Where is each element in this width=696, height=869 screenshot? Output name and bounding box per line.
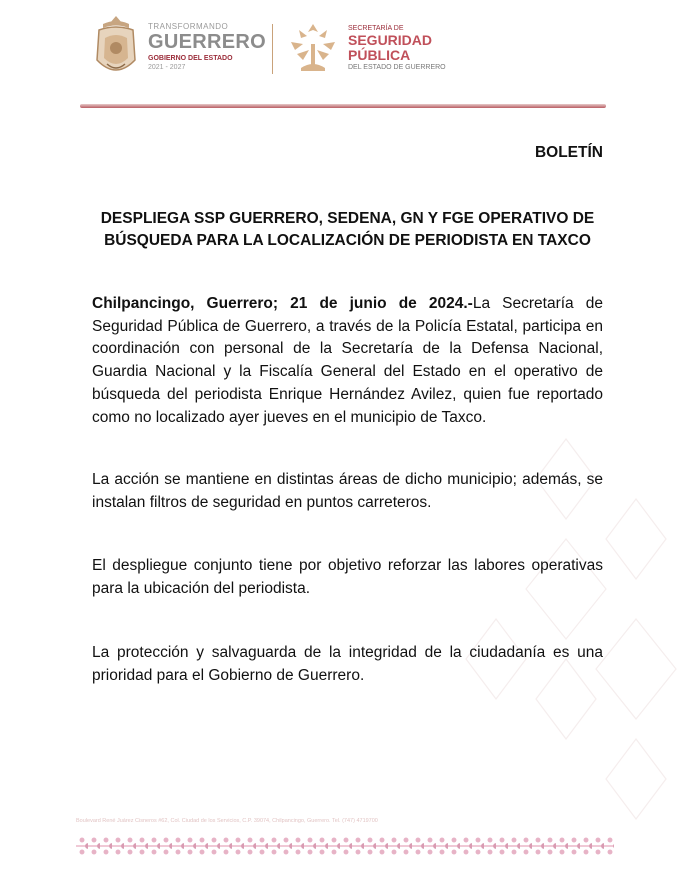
ssp-wordmark xyxy=(348,24,478,72)
guerrero-name: GUERRERO xyxy=(148,31,266,53)
paragraph-3: El despliegue conjunto tiene por objetivo reforzar las labores operativas para la ubicación del periodista. xyxy=(92,557,603,597)
dateline: Chilpancingo, Guerrero; 21 de junio de 2024.- xyxy=(92,295,473,312)
ssp-publica: PÚBLICA xyxy=(348,47,411,63)
guerrero-term-years: 2021 - 2027 xyxy=(148,64,186,71)
guerrero-tagline: TRANSFORMANDO xyxy=(148,22,229,31)
ssp-secretaria: SECRETARÍA DE xyxy=(348,25,404,32)
ssp-state: DEL ESTADO DE GUERRERO xyxy=(348,64,446,71)
document-headline: DESPLIEGA SSP GUERRERO, SEDENA, GN Y FGE OPERATIVO DE BÚSQUEDA PARA LA LOCALIZACIÓN DE PERIODISTA EN TAXCO xyxy=(100,210,595,249)
paragraph-1 xyxy=(92,293,603,429)
paragraph-2: La acción se mantiene en distintas áreas de dicho municipio; además, se instalan filtros de seguridad en puntos carreteros. xyxy=(92,471,603,511)
logo-divider xyxy=(272,24,273,74)
guerrero-government: GOBIERNO DEL ESTADO xyxy=(148,55,233,62)
ssp-tree-logo-icon xyxy=(285,20,341,76)
guerrero-seal-icon xyxy=(91,14,141,80)
paragraph-4: La protección y salvaguarda de la integridad de la ciudadanía es una prioridad para el Gobierno de Guerrero. xyxy=(92,644,603,684)
paragraph-1-text: La Secretaría de Seguridad Pública de Guerrero, a través de la Policía Estatal, participa en coordinación con personal de la Secretaría de la Defensa Nacional, Guardia Nacional y la Fiscalía General del Estado en el operativo de búsqueda del periodista Enrique Hernández Avilez, quien fue reportado como no localizado ayer jueves en el municipio de Taxco. xyxy=(92,295,603,426)
ssp-seguridad: SEGURIDAD xyxy=(348,32,433,48)
guerrero-wordmark xyxy=(148,22,266,73)
footer-address: Boulevard René Juárez Cisneros #62, Col. Ciudad de los Servicios, C.P. 39074, Chilpancingo, Guerrero. Tel. (747) 4719700 xyxy=(76,818,378,824)
footer-pattern-band xyxy=(76,834,614,858)
header-rule xyxy=(80,104,606,108)
document-label: BOLETÍN xyxy=(534,144,603,161)
letterhead xyxy=(0,0,696,100)
